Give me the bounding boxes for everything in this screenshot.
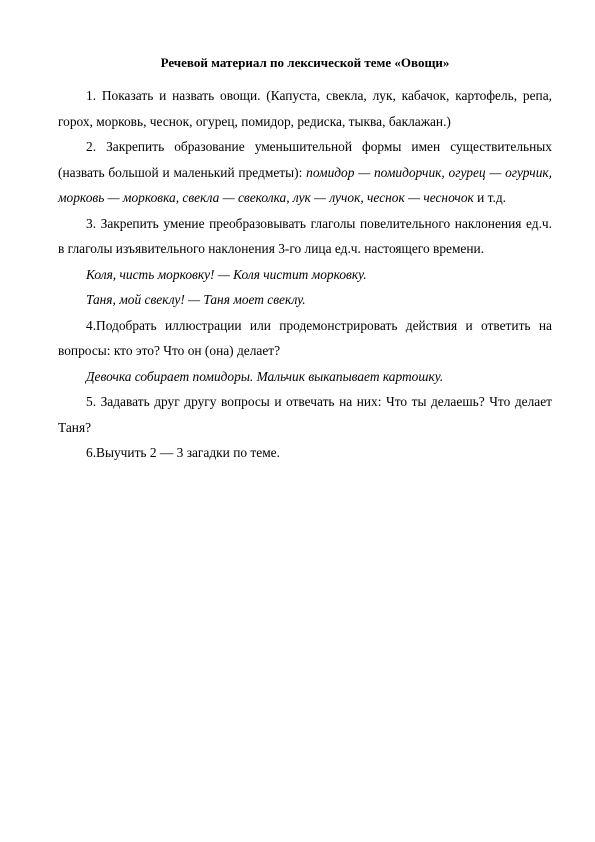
item-2-lead: 2. Закрепить образование уменьшительной формы имен существительных (назвать большой и маленький предметы): (58, 139, 552, 180)
example-girl-boy: Девочка собирает помидоры. Мальчик выкапывает картошку. (86, 368, 444, 384)
item-3-verb-transform: 3. Закрепить умение преобразовывать глаголы повелительного наклонения ед.ч. в глаголы изъявительного наклонения 3-го лица ед.ч. настоящего времени. (58, 215, 552, 256)
document-page (58, 55, 552, 466)
example-kolya: Коля, чисть морковку! — Коля чистит морковку. (86, 266, 367, 282)
item-2-examples: помидор — помидорчик, огурец — огурчик, морковь — морковка, свекла — свеколка, лук — лучок, чеснок — чесночок (58, 164, 553, 205)
item-5-ask-questions: 5. Задавать друг другу вопросы и отвечать на них: Что ты делаешь? Что делает Таня? (58, 394, 552, 435)
item-2-tail: и т.д. (473, 190, 506, 205)
item-4-illustrations: 4.Подобрать иллюстрации или продемонстрировать действия и ответить на вопросы: кто это? Что он (она) делает? (58, 317, 552, 358)
item-2-diminutive-forms (58, 134, 552, 211)
item-1-show-name-vegetables: 1. Показать и назвать овощи. (Капуста, свекла, лук, кабачок, картофель, репа, горох, морковь, чеснок, огурец, помидор, редиска, тыква, баклажан.) (58, 88, 552, 129)
document-title: Речевой материал по лексической теме «Овощи» (160, 55, 450, 70)
item-6-riddles: 6.Выучить 2 — 3 загадки по теме. (86, 445, 280, 460)
example-tanya: Таня, мой свеклу! — Таня моет свеклу. (86, 292, 306, 307)
